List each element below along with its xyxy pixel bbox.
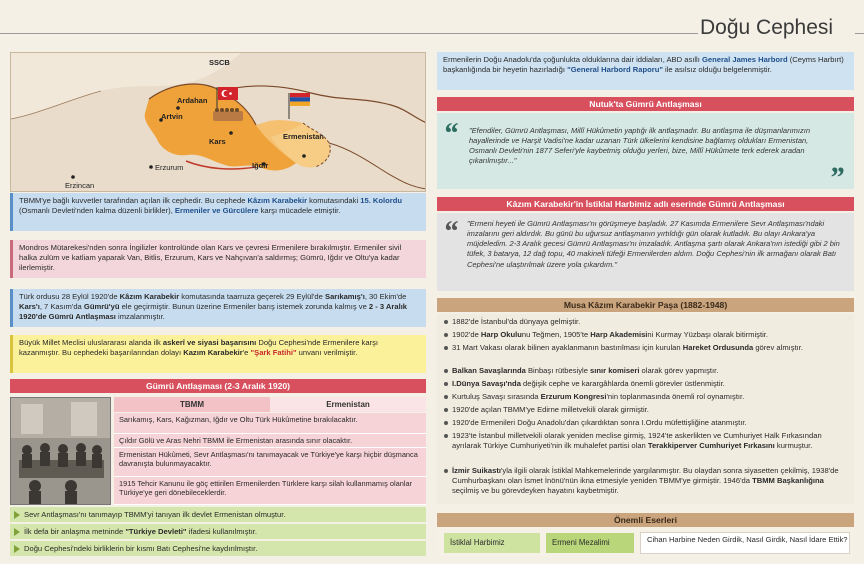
bullet-arrow-icon bbox=[14, 511, 20, 519]
highlight: Kazım Karabekir bbox=[183, 348, 243, 358]
highlight: Kâzım Karabekir bbox=[119, 292, 180, 301]
bio-item bbox=[444, 343, 849, 353]
text: görev almıştır. bbox=[753, 343, 804, 352]
bio-item bbox=[444, 392, 849, 402]
text: 'e bbox=[242, 348, 251, 358]
historic-photo-image bbox=[11, 398, 111, 505]
text: değişik cephe ve karargâhlarda önemli görevler üstlenmiştir. bbox=[520, 379, 725, 388]
text: Türk ordusu 28 Eylül 1920'de bbox=[19, 292, 120, 301]
text: kurmuştur. bbox=[774, 440, 813, 450]
bio-item bbox=[444, 379, 849, 389]
highlight: 15. Kolordu bbox=[360, 196, 403, 205]
text: 'yla ilgili olarak İstiklal Mahkemelerinde yargılanmıştır. Bu olaydan sonra siyasetten çekilmiş, 1938'de Cumhurbaşkanı olan İsmet İnönü'nün ikna etmesiyle yeniden TBMM'ye girmiştir. 1946'da bbox=[452, 466, 839, 485]
text: Sevr Antlaşması'nı tanımayıp TBMM'yi tanıyan ilk devlet Ermenistan olmuştur. bbox=[24, 510, 286, 519]
text: nu Teğmen, 1905'te bbox=[521, 330, 591, 339]
highlight: 2 - 3 Aralık 1920'de Gümrü Antlaşması bbox=[19, 302, 408, 322]
table-row: Çıldır Gölü ve Aras Nehri TBMM ile Ermenistan arasında sınır olacaktır. bbox=[114, 434, 426, 448]
text: komutasında taarruza geçerek 29 Eylül'de bbox=[179, 292, 325, 301]
text: ile asılsız olduğu belgelenmiştir. bbox=[662, 65, 772, 75]
text: ni Kurmay Yüzbaşı olarak bitirmiştir. bbox=[647, 330, 768, 339]
troops-icon bbox=[213, 108, 243, 121]
nutuk-quote: "Efendiler, Gümrü Antlaşması, Millî Hükûmetin yaptığı ilk antlaşmadır. Bu antlaşma ile düşmanlarımızın hayallerinde ve Harşit Vadisi'ne kadar uzanan Türk ülkelerini kendisine bağlamış oldukları Ermenistan, Osmanlı Devleti'nin 1877 Seferi'yle kaybetmiş olduğu yerleri, bize, Millî Hükûmete terk ederek aradan çıkarılmıştır..." bbox=[469, 126, 810, 166]
highlight: General James Harbord bbox=[701, 55, 788, 64]
highlight: Harp Okulu bbox=[480, 330, 522, 339]
text: (Osmanlı Devleti'nden kalma düzenli birlikler), bbox=[19, 206, 175, 216]
text: (Ceyms Harbırt) başkanlığında bir heyetin hazırladığı bbox=[443, 55, 844, 75]
treaty-photo bbox=[10, 397, 111, 505]
column-header-ermenistan: Ermenistan bbox=[270, 397, 426, 412]
highlight: Kâzım Karabekir bbox=[247, 196, 308, 205]
text: İlk defa bir anlaşma metninde bbox=[24, 527, 126, 536]
open-quote-icon: “ bbox=[443, 117, 458, 150]
bio-title: Musa Kâzım Karabekir Paşa (1882-1948) bbox=[437, 298, 854, 312]
page-title: Doğu Cephesi bbox=[700, 16, 834, 39]
works-title: Önemli Eserleri bbox=[437, 513, 854, 527]
bio-item bbox=[444, 431, 849, 451]
highlight: askerî ve siyasi başarısını bbox=[162, 338, 257, 347]
consequence-row bbox=[10, 507, 426, 522]
text: Binbaşı rütbesiyle bbox=[525, 366, 591, 375]
consequence-row bbox=[10, 541, 426, 556]
text: olarak görev yapmıştır. bbox=[639, 366, 719, 375]
highlight: Ermeniler ve Gürcülere bbox=[174, 206, 259, 216]
text: karşı mücadele etmiştir. bbox=[258, 206, 341, 216]
bio-item bbox=[444, 330, 849, 340]
column-header-tbmm: TBMM bbox=[114, 397, 270, 412]
nutuk-title: Nutuk'ta Gümrü Antlaşması bbox=[437, 97, 854, 111]
bio-item bbox=[444, 405, 849, 415]
map-label-erzincan: Erzincan bbox=[65, 181, 95, 190]
info-box-sark-fatihi bbox=[10, 335, 426, 373]
text: Doğu Cephesi'ndeki birliklerin bir kısmı Batı Cephesi'ne kaydırılmıştır. bbox=[24, 544, 258, 553]
open-quote-icon: “ bbox=[443, 215, 458, 248]
karabekir-quote-box bbox=[437, 213, 854, 291]
table-row: 1915 Tehcir Kanunu ile göç ettirilen Ermenilerden Türklere karşı silah kullanmamış olanlar Türkiye'ye geri dönebileceklerdir. bbox=[114, 477, 426, 505]
highlight: Gümrü'yü bbox=[83, 302, 120, 312]
map-label-ermenistan: Ermenistan bbox=[283, 132, 324, 141]
highlight: Erzurum Kongresi bbox=[540, 392, 607, 401]
bio-item bbox=[444, 466, 849, 496]
highlight: Balkan Savaşlarında bbox=[452, 366, 526, 375]
text: 'nin toplanmasında önemli rol oynamıştır. bbox=[606, 392, 745, 401]
header-rule bbox=[0, 33, 698, 34]
map-label-kars: Kars bbox=[209, 137, 226, 146]
highlight: I.Dünya Savaşı'nda bbox=[452, 379, 521, 388]
map-label-sscb: SSCB bbox=[209, 58, 230, 67]
karabekir-title: Kâzım Karabekir'in İstiklal Harbimiz adlı eserinde Gümrü Antlaşması bbox=[437, 197, 854, 211]
treaty-title: Gümrü Antlaşması (2-3 Aralık 1920) bbox=[10, 379, 426, 393]
text: ifadesi kullanılmıştır. bbox=[186, 527, 258, 536]
text: Ermenilerin Doğu Anadolu'da çoğunlukta olduklarına dair iddiaları, ABD asıllı bbox=[443, 55, 702, 64]
text: 31 Mart Vakası olarak bilinen ayaklanmanın bastırılması için kurulan bbox=[452, 343, 683, 352]
bullet-arrow-icon bbox=[14, 545, 20, 553]
highlight: "Türkiye Devleti" bbox=[125, 527, 187, 536]
work-item: Cihan Harbine Neden Girdik, Nasıl Girdik, Nasıl İdare Ettik? bbox=[640, 532, 850, 554]
map-graphic bbox=[11, 53, 426, 192]
info-box-offensive bbox=[10, 289, 426, 327]
map-label-artvin: Artvin bbox=[161, 112, 183, 121]
text: 1902'de bbox=[452, 330, 481, 339]
text: 1923'te İstanbul milletvekili olarak yeniden meclise girmiş, 1924'te askerlikten ve Cumhuriyet Halk Fırkasından ayrılarak Türkiye Cumhuriyeti'nin ilk muhalefet partisi olan bbox=[452, 431, 822, 450]
text: unvanı verilmiştir. bbox=[296, 348, 358, 358]
highlight: Harp Akademisi bbox=[590, 330, 648, 339]
highlight: "General Harbord Raporu" bbox=[567, 65, 663, 75]
text: Mondros Mütarekesi'nden sonra İngilizler kontrolünde olan Kars ve çevresi Ermenilere bırakılmıştır. Ermeniler sivil halka zulüm ve katliam yaparak Van, Bitlis, Erzurum, Kars ve Nahçıvan'a saldırmış; Gümrü, Iğdır ve Oltu'ya kadar ilerlemiştir. bbox=[19, 243, 402, 273]
work-item: İstiklal Harbimiz bbox=[444, 533, 540, 553]
text: 1920'de açılan TBMM'ye Edirne milletvekili olarak girmiştir. bbox=[452, 405, 649, 414]
map-label-igdir: Iğdır bbox=[252, 161, 269, 170]
map bbox=[10, 52, 426, 192]
bio-item bbox=[444, 418, 849, 428]
text: , 7 Kasım'da bbox=[39, 302, 84, 312]
bio-item bbox=[444, 317, 849, 327]
bullet-arrow-icon bbox=[14, 528, 20, 536]
bio-item bbox=[444, 366, 849, 376]
text: , 30 Ekim'de bbox=[364, 292, 407, 301]
highlight: Sarıkamış'ı bbox=[325, 292, 365, 301]
map-label-ardahan: Ardahan bbox=[177, 96, 208, 105]
highlight: TBMM Başkanlığına bbox=[752, 475, 824, 485]
highlight: Hareket Ordusunda bbox=[682, 343, 754, 352]
header-rule-end bbox=[855, 33, 864, 34]
table-row: Sarıkamış, Kars, Kağızman, Iğdır ve Oltu Türk Hükûmetine bırakılacaktır. bbox=[114, 413, 426, 434]
text: seçilmiş ve bu görevdeyken hayatını kaybetmiştir. bbox=[452, 485, 619, 495]
text: Büyük Millet Meclisi uluslararası alanda ilk bbox=[19, 338, 163, 347]
highlight: "Şark Fatihi" bbox=[250, 348, 297, 358]
info-box-first-front bbox=[10, 193, 426, 231]
text: komutasındaki bbox=[307, 196, 361, 205]
highlight: İzmir Suikastı bbox=[452, 466, 501, 475]
info-box-mondros bbox=[10, 240, 426, 278]
text: ele geçirmiştir. Bunun üzerine Ermeniler barış istemek zorunda kalmış ve bbox=[119, 302, 369, 312]
info-box-harbord bbox=[437, 52, 854, 90]
text: Kurtuluş Savaşı sırasında bbox=[452, 392, 541, 401]
work-item: Ermeni Mezalimi bbox=[546, 533, 634, 553]
text: 1920'de Ermenileri Doğu Anadolu'dan çıkardıktan sonra I.Ordu müfettişliğine atanmıştır. bbox=[452, 418, 747, 427]
text: 1882'de İstanbul'da dünyaya gelmiştir. bbox=[452, 317, 581, 326]
map-label-erzurum: Erzurum bbox=[155, 163, 184, 172]
karabekir-quote: "Ermeni heyeti ile Gümrü Antlaşması'nı görüşmeye başladık. 27 Kasımda Ermenilere Sevr Antlaşması'ndaki imzalarını geri aldırdık. Bu günü bu uğursuz antlaşmanın yırtıldığı gün olarak kutladık. Bu olayı Ankara'ya müjdeledim. 2-3 Aralık gecesi Gümrü Antlaşması'nı imzaladık. Antlaşma şartı olarak Ankara'nın istediği gibi 2 bin tüfek, 3 batarya, 12 dağ topu, 40 makineli tüfeği Ermenilerden aldım. Doğu Cephesi'nin ilk armağanı olarak Batı Cephesi'ne ulaştırılmak üzere yola çıkardım." bbox=[467, 219, 840, 269]
nutuk-quote-box bbox=[437, 113, 854, 194]
table-row: Ermenistan Hükûmeti, Sevr Antlaşması'nı tanımayacak ve Türkiye'ye karşı hiçbir düşmanca davranışta bulunmayacaktır. bbox=[114, 448, 426, 477]
close-quote-icon: ” bbox=[829, 161, 844, 194]
text: imzalanmıştır. bbox=[115, 312, 165, 322]
text: Doğu Cephesi'nde Ermenilere karşı kazanmıştır. Bu cephedeki başarılarından dolayı bbox=[19, 338, 378, 358]
highlight: Terakkiperver Cumhuriyet Fırkasını bbox=[647, 440, 775, 450]
text: TBMM'ye bağlı kuvvetler tarafından açılan ilk cephedir. Bu cephede bbox=[19, 196, 248, 205]
consequence-row bbox=[10, 524, 426, 539]
highlight: sınır komiseri bbox=[590, 366, 640, 375]
highlight: Kars'ı bbox=[19, 302, 40, 312]
